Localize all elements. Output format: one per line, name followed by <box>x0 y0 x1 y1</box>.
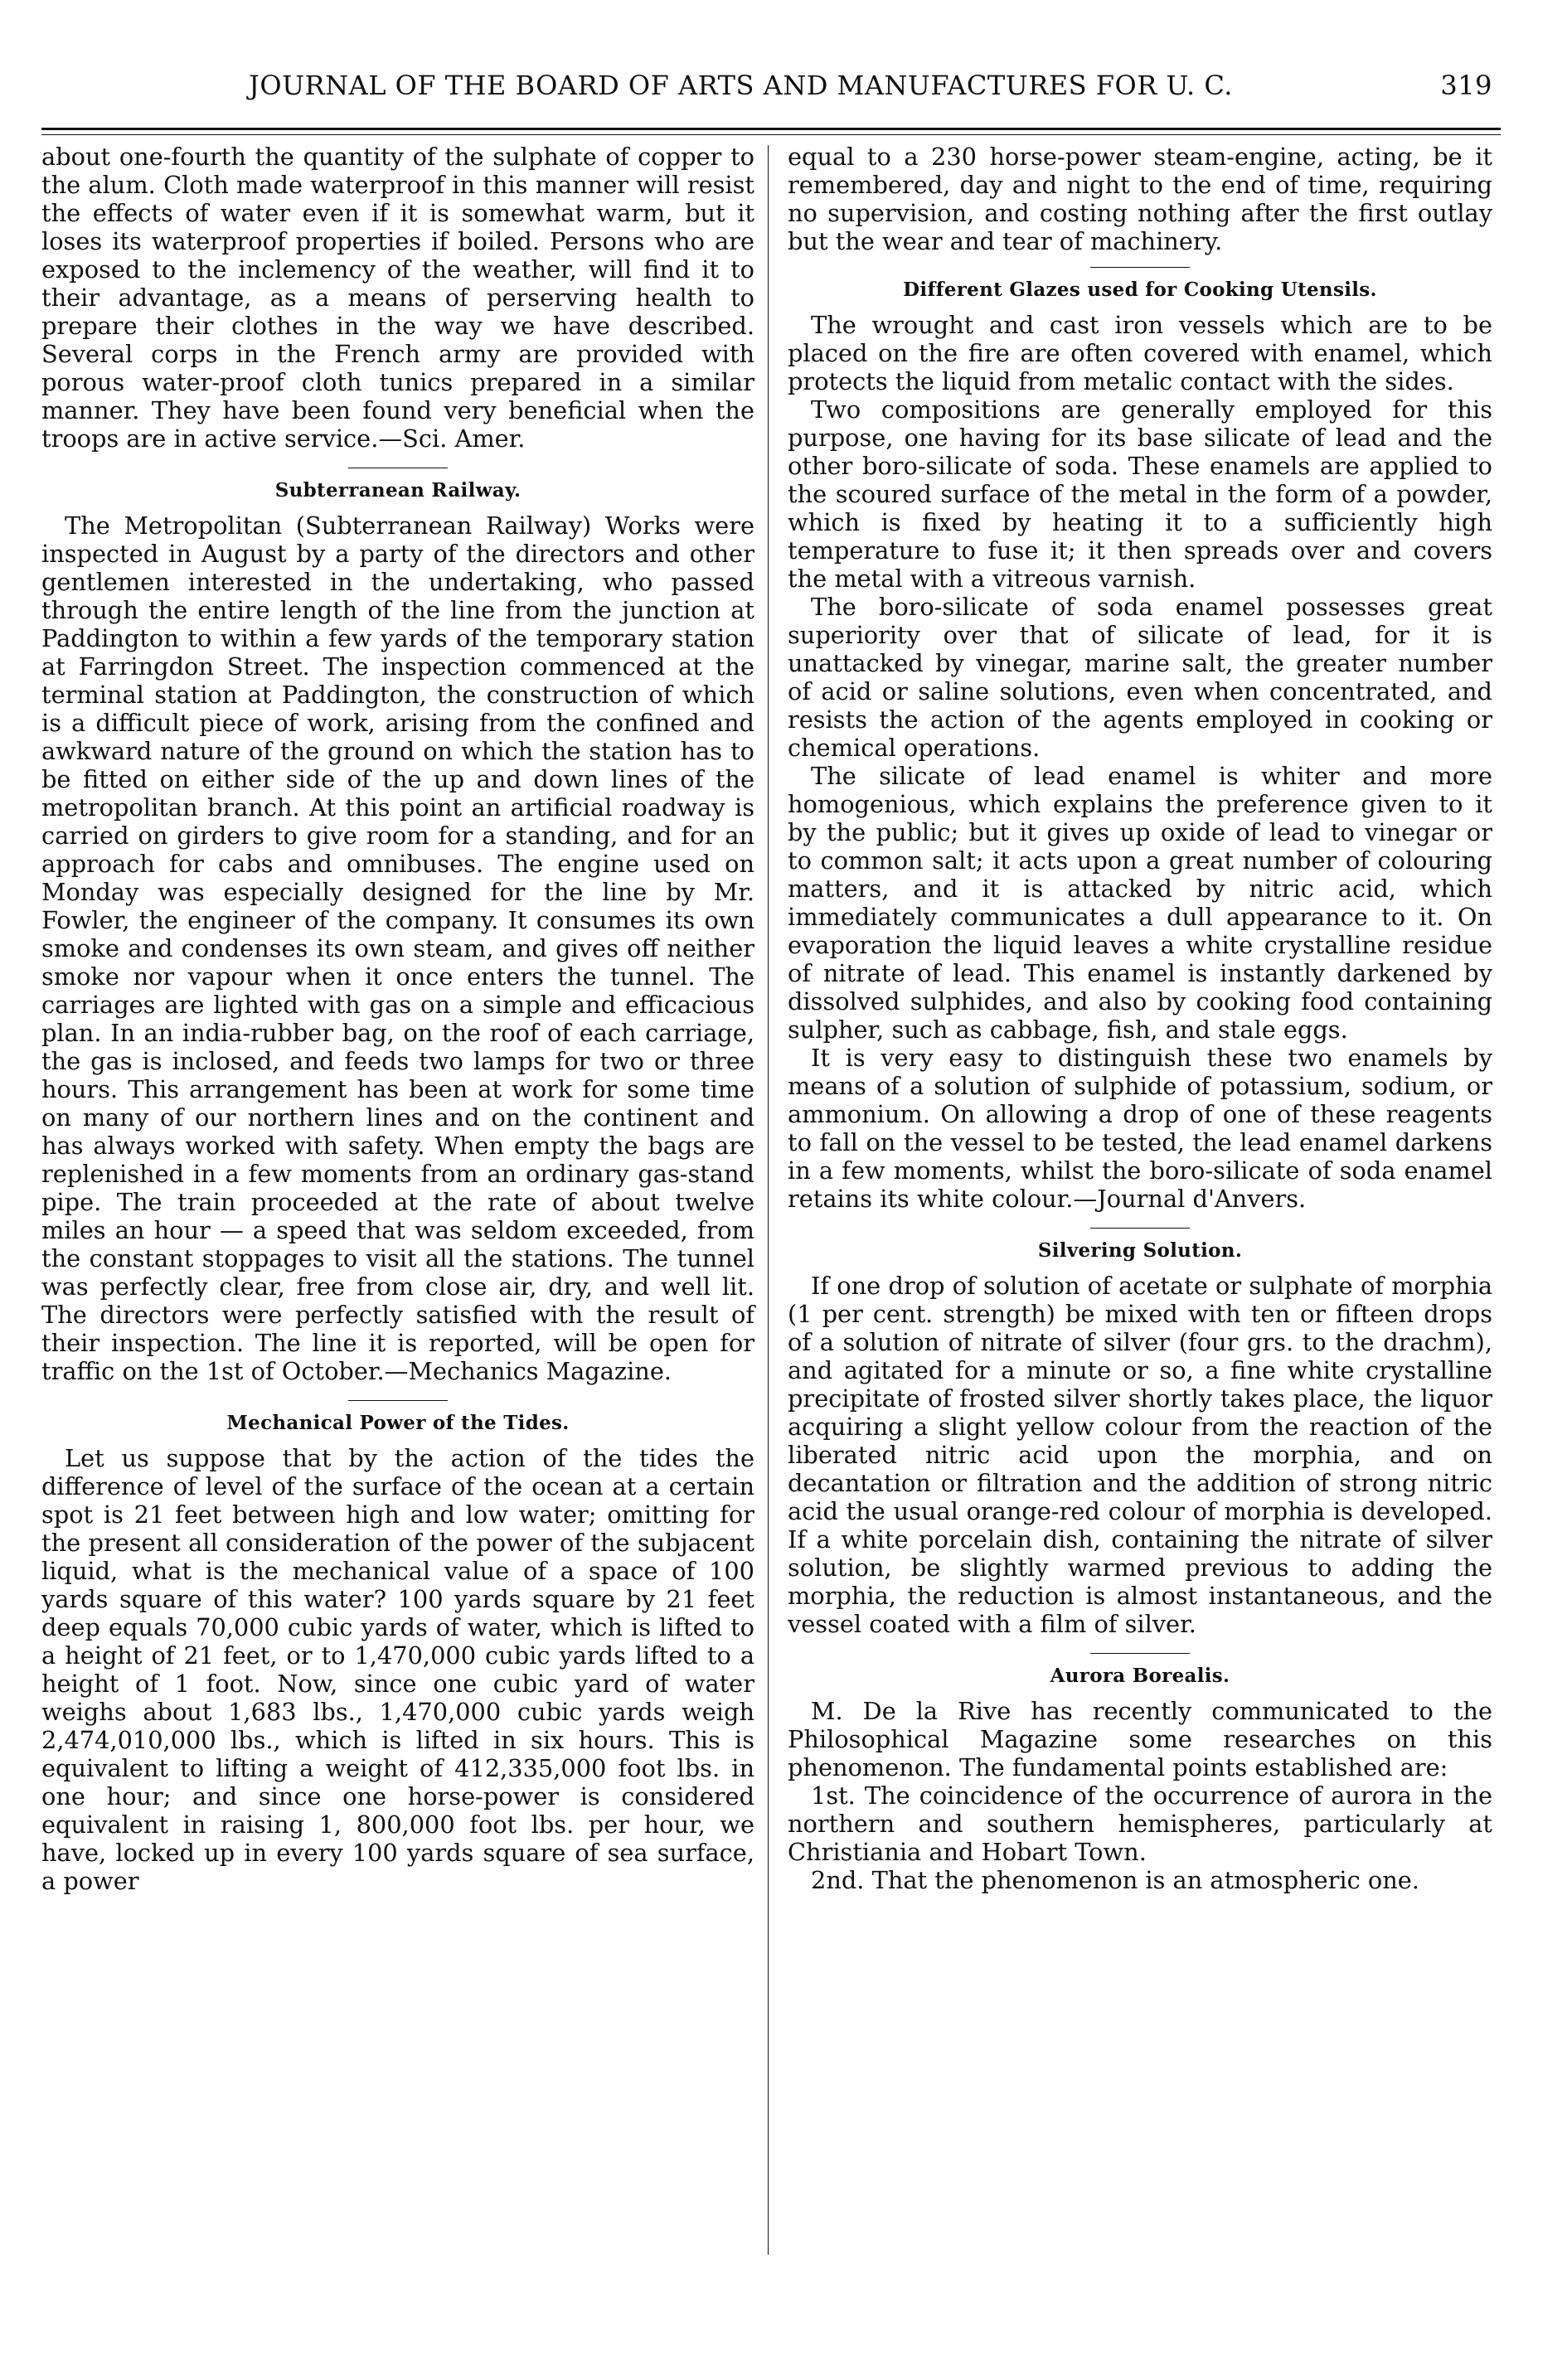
header-rule-thick <box>41 128 1501 130</box>
aurora-paragraph-2: 1st. The coincidence of the occurrence of aurora in the northern and southern hemispheres, particularly at Christiania and Hobart Town. <box>788 1781 1492 1866</box>
glazes-paragraph-2: Two compositions are generally employed for this purpose, one having for its base silicate of lead and the other boro-silicate of soda. These enamels are applied to the scoured surface of the metal in the form of a powder, which is fixed by heating it to a sufficiently high temperature to fuse it; it then spreads over and covers the metal with a vitreous varnish. <box>788 395 1492 593</box>
silvering-heading: Silvering Solution. <box>788 1228 1492 1263</box>
left-column <box>41 143 754 1895</box>
subterranean-railway-text: The Metropolitan (Subterranean Railway) Works were inspected in August by a party of the directors and other gentlemen interested in the undertaking, who passed through the entire length of the line from the junction at Paddington to within a few yards of the temporary station at Farringdon Street. The inspection commenced at the terminal station at Paddington, the construction of which is a difficult piece of work, arising from the confined and awkward nature of the ground on which the station has to be fitted on either side of the up and down lines of the metropolitan branch. At this point an artificial roadway is carried on girders to give room for a standing, and for an approach for cabs and omnibuses. The engine used on Monday was especially designed for the line by Mr. Fowler, the engineer of the company. It consumes its own smoke and condenses its own steam, and gives off neither smoke nor vapour when it once enters the tunnel. The carriages are lighted with gas on a simple and efficacious plan. In an india-rubber bag, on the roof of each carriage, the gas is inclosed, and feeds two lamps for two or three hours. This arrangement has been at work for some time on many of our northern lines and on the continent and has always worked with safety. When empty the bags are replenished in a few moments from an ordinary gas-stand pipe. The train proceeded at the rate of about twelve miles an hour — a speed that was seldom exceeded, from the constant stoppages to visit all the stations. The tunnel was perfectly clear, free from close air, dry, and well lit. The directors were perfectly satisfied with the result of their inspection. The line it is reported, will be open for traffic on the 1st of October.—Mechanics Magazine. <box>41 511 754 1385</box>
glazes-paragraph-1: The wrought and cast iron vessels which are to be placed on the fire are often covered with enamel, which protects the liquid from metalic contact with the sides. <box>788 311 1492 395</box>
page-number: 319 <box>1440 70 1492 101</box>
aurora-paragraph-3: 2nd. That the phenomenon is an atmospheric one. <box>811 1866 1419 1894</box>
glazes-paragraph-3: The boro-silicate of soda enamel possesses great superiority over that of silicate of lead, for it is unattacked by vinegar, marine salt, the greater number of acid or saline solutions, even when concentrated, and resists the action of the agents employed in cooking or chemical operations. <box>788 593 1492 762</box>
aurora-heading: Aurora Borealis. <box>788 1653 1492 1689</box>
header-rule-thin <box>41 134 1501 135</box>
glazes-paragraph-5: It is very easy to distinguish these two enamels by means of a solution of sulphide of potassium, sodium, or ammonium. On allowing a drop of one of these reagents to fall on the vessel to be tested, the lead enamel darkens in a few moments, whilst the boro-silicate of soda enamel retains its white colour.—Journal d'Anvers. <box>788 1044 1492 1213</box>
glazes-heading: Different Glazes used for Cooking Utensils. <box>788 267 1492 303</box>
subterranean-railway-heading: Subterranean Railway. <box>41 468 754 503</box>
journal-title: JOURNAL OF THE BOARD OF ARTS AND MANUFACTURES FOR U. C. <box>249 70 1233 101</box>
tides-text: Let us suppose that by the action of the tides the difference of level of the surface of the ocean at a certain spot is 21 feet between high and low water; omitting for the present all consideration of the power of the subjacent liquid, what is the mechanical value of a space of 100 yards square of this water? 100 yards square by 21 feet deep equals 70,000 cubic yards of water, which is lifted to a height of 21 feet, or to 1,470,000 cubic yards lifted to a height of 1 foot. Now, since one cubic yard of water weighs about 1,683 lbs., 1,470,000 cubic yards weigh 2,474,010,000 lbs., which is lifted in six hours. This is equivalent to lifting a weight of 412,335,000 foot lbs. in one hour; and since one horse-power is considered equivalent in raising 1, 800,000 foot lbs. per hour, we have, locked up in every 100 yards square of sea surface, a power <box>41 1444 754 1895</box>
tides-heading: Mechanical Power of the Tides. <box>41 1400 754 1436</box>
column-divider <box>768 145 769 2255</box>
glazes-paragraph-4: The silicate of lead enamel is whiter and more homogenious, which explains the preference given to it by the public; but it gives up oxide of lead to vinegar or to common salt; it acts upon a great number of colouring matters, and it is attacked by nitric acid, which immediately communicates a dull appearance to it. On evaporation the liquid leaves a white crystalline residue of nitrate of lead. This enamel is instantly darkened by dissolved sulphides, and also by cooking food containing sulpher, such as cabbage, fish, and stale eggs. <box>788 762 1492 1044</box>
silvering-text: If one drop of solution of acetate or sulphate of morphia (1 per cent. strength) be mixed with ten or fifteen drops of a solution of nitrate of silver (four grs. to the drachm), and agitated for a minute or so, a fine white crystalline precipitate of frosted silver shortly takes place, the liquor acquiring a slight yellow colour from the reaction of the liberated nitric acid upon the morphia, and on decantation or filtration and the addition of strong nitric acid the usual orange-red colour of morphia is developed. If a white porcelain dish, containing the nitrate of silver solution, be slightly warmed previous to adding the morphia, the reduction is almost instantaneous, and the vessel coated with a film of silver. <box>788 1272 1492 1638</box>
waterproof-cloth-conclusion: about one-fourth the quantity of the sulphate of copper to the alum. Cloth made waterproof in this manner will resist the effects of water even if it is somewhat warm, but it loses its waterproof properties if boiled. Persons who are exposed to the inclemency of the weather, will find it to their advantage, as a means of perserving health to prepare their clothes in the way we have described. Several corps in the French army are provided with porous water-proof cloth tunics prepared in a similar manner. They have been found very beneficial when the troops are in active service.—Sci. Amer. <box>41 143 754 453</box>
right-column <box>788 143 1492 1894</box>
tides-text-continued: equal to a 230 horse-power steam-engine, acting, be it remembered, day and night to the end of time, requiring no supervision, and costing nothing after the first outlay but the wear and tear of machinery. <box>788 143 1492 255</box>
aurora-paragraph-1: M. De la Rive has recently communicated to the Philosophical Magazine some researches on this phenomenon. The fundamental points established are: <box>788 1697 1492 1781</box>
